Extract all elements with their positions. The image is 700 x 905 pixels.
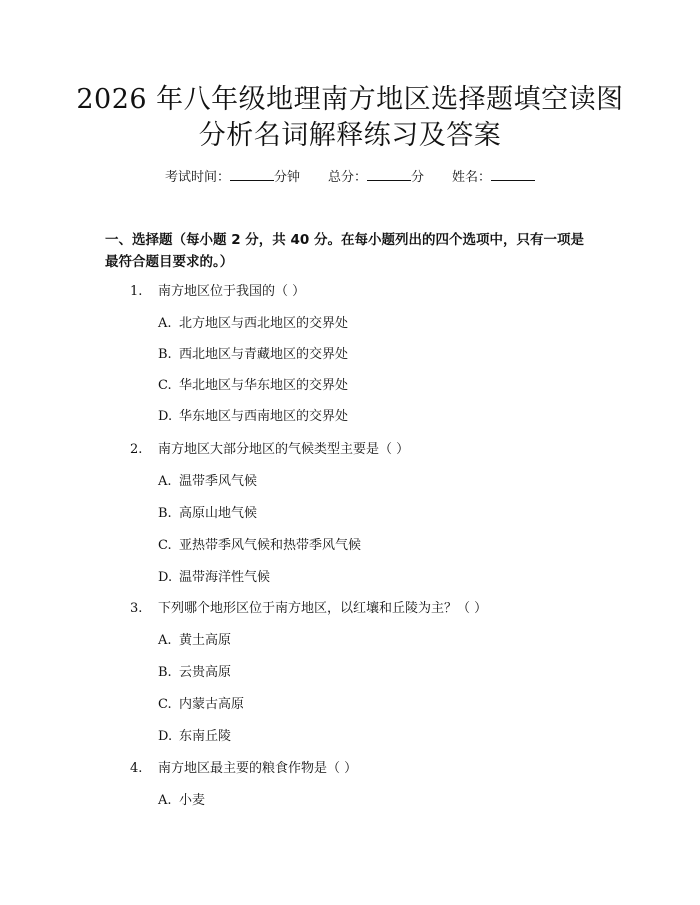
option-2a (158, 473, 257, 491)
document-title-line-2: 分析名词解释练习及答案 (198, 120, 502, 151)
option-text: 内蒙古高原 (179, 697, 245, 712)
option-2c (158, 537, 361, 555)
question-number: 1. (130, 284, 143, 299)
option-letter: A. (158, 633, 172, 648)
option-2b (158, 505, 257, 523)
option-text: 黄土高原 (179, 633, 232, 648)
option-2d (158, 569, 270, 587)
option-letter: D. (158, 409, 173, 424)
option-1b (158, 346, 348, 364)
option-1a (158, 315, 348, 333)
question-3 (130, 600, 487, 618)
option-4a (158, 792, 205, 810)
option-text: 温带海洋性气候 (179, 570, 271, 585)
option-text: 温带季风气候 (179, 474, 258, 489)
option-3d (158, 728, 231, 746)
option-letter: A. (158, 793, 172, 808)
section-heading: 一、选择题（每小题 2 分，共 40 分。在每小题列出的四个选项中，只有一项是最符合题目要求的。） (105, 232, 584, 270)
option-letter: C. (158, 378, 172, 393)
question-text: 南方地区大部分地区的气候类型主要是（ ） (158, 442, 410, 457)
time-unit: 分钟 (273, 170, 300, 185)
question-number: 2. (130, 442, 143, 457)
question-text: 南方地区最主要的粮食作物是（ ） (158, 761, 358, 776)
option-letter: B. (158, 347, 172, 362)
question-1 (130, 283, 305, 301)
option-text: 高原山地气候 (179, 506, 258, 521)
option-text: 亚热带季风气候和热带季风气候 (179, 538, 362, 553)
option-text: 东南丘陵 (179, 729, 232, 744)
question-4 (130, 760, 357, 778)
name-blank (491, 168, 535, 181)
option-letter: D. (158, 729, 173, 744)
option-3c (158, 696, 244, 714)
question-number: 3. (130, 601, 143, 616)
option-letter: A. (158, 316, 172, 331)
option-text: 北方地区与西北地区的交界处 (179, 316, 349, 331)
option-letter: C. (158, 538, 172, 553)
option-3a (158, 632, 231, 650)
option-text: 云贵高原 (179, 665, 232, 680)
option-text: 西北地区与青藏地区的交界处 (179, 347, 349, 362)
question-2 (130, 441, 409, 459)
question-number: 4. (130, 761, 143, 776)
option-letter: D. (158, 570, 173, 585)
option-letter: B. (158, 665, 172, 680)
option-text: 小麦 (179, 793, 206, 808)
document-title-line-1: 2026 年八年级地理南方地区选择题填空读图 (76, 84, 624, 115)
question-text: 下列哪个地形区位于南方地区，以红壤和丘陵为主？（ ） (158, 601, 488, 616)
option-text: 华东地区与西南地区的交界处 (179, 409, 349, 424)
score-unit: 分 (411, 170, 425, 185)
time-blank (230, 168, 274, 181)
option-letter: C. (158, 697, 172, 712)
option-text: 华北地区与华东地区的交界处 (179, 378, 349, 393)
option-3b (158, 664, 231, 682)
score-label: 总分： (327, 170, 367, 185)
option-1c (158, 377, 348, 395)
option-1d (158, 408, 348, 426)
score-blank (367, 168, 411, 181)
option-letter: B. (158, 506, 172, 521)
name-label: 姓名： (452, 170, 492, 185)
option-letter: A. (158, 474, 172, 489)
time-label: 考试时间： (164, 170, 230, 185)
exam-info (0, 168, 700, 188)
question-text: 南方地区位于我国的（ ） (158, 284, 306, 299)
